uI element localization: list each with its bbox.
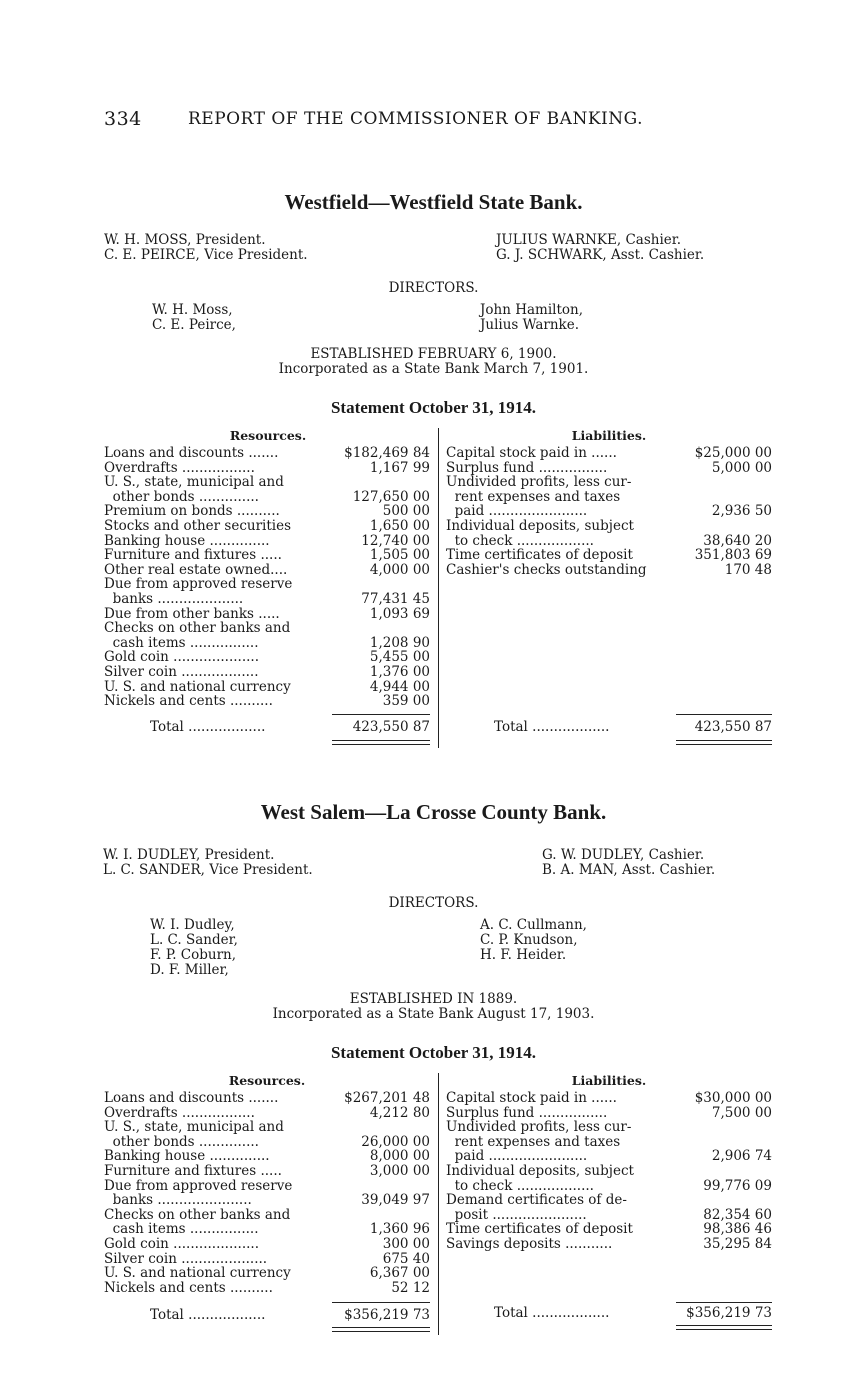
item-label: Undivided profits, less cur- <box>446 474 632 491</box>
item-label: posit ...................... <box>446 1206 587 1223</box>
liabilities-column <box>446 446 772 726</box>
resource-row <box>104 592 430 607</box>
item-label: cash items ................ <box>104 1221 259 1238</box>
resources-total-row <box>150 1308 430 1323</box>
subtotal-rule <box>332 1302 430 1303</box>
item-label: Gold coin .................... <box>104 649 259 666</box>
running-head <box>104 108 764 132</box>
item-amount: 1,376 00 <box>369 664 430 680</box>
established-line: ESTABLISHED FEBRUARY 6, 1900. <box>310 346 557 362</box>
item-label: Other real estate owned.... <box>104 561 288 578</box>
resources-heading: Resources. <box>228 1073 306 1088</box>
item-amount: 5,455 00 <box>369 649 430 666</box>
subtotal-rule <box>676 1302 772 1303</box>
item-amount: 6,367 00 <box>369 1265 430 1282</box>
item-label: Nickels and cents .......... <box>104 1279 273 1296</box>
director-name: L. C. Sander, <box>150 932 238 948</box>
double-rule <box>332 1327 430 1328</box>
item-label: Gold coin .................... <box>104 1236 259 1252</box>
director-name: W. I. Dudley, <box>150 917 235 933</box>
officer-vice-president: C. E. PEIRCE, Vice President. <box>104 247 308 263</box>
subtotal-rule <box>332 714 430 715</box>
item-label: Furniture and fixtures ..... <box>104 547 282 564</box>
director-name: D. F. Miller, <box>150 962 229 978</box>
item-amount: 1,360 96 <box>369 1221 430 1238</box>
officer-asst-cashier: G. J. SCHWARK, Asst. Cashier. <box>496 247 705 263</box>
liability-row <box>446 475 772 490</box>
item-amount: 12,740 00 <box>361 532 430 549</box>
item-label: Savings deposits ........... <box>446 1236 613 1252</box>
item-amount: 82,354 60 <box>703 1206 772 1223</box>
item-amount: 38,640 20 <box>703 532 772 549</box>
item-label: rent expenses and taxes <box>446 1133 621 1150</box>
directors-left <box>152 303 236 333</box>
item-amount: 351,803 69 <box>694 547 772 564</box>
item-amount: 26,000 00 <box>361 1133 430 1150</box>
subtotal-rule <box>676 714 772 715</box>
resource-row <box>104 446 430 461</box>
item-label: cash items ................ <box>104 634 259 651</box>
liability-row <box>446 1091 772 1106</box>
resource-row <box>104 621 430 636</box>
double-rule <box>332 740 430 741</box>
item-label: Silver coin .................... <box>104 1250 268 1267</box>
item-label: other bonds .............. <box>104 1133 259 1150</box>
double-rule <box>676 1329 772 1330</box>
column-divider <box>438 1073 439 1335</box>
resource-row <box>104 1266 430 1281</box>
item-amount: 675 40 <box>382 1250 430 1267</box>
item-label: U. S., state, municipal and <box>104 1119 284 1136</box>
resource-row <box>104 1120 430 1135</box>
director-name: Julius Warnke. <box>480 317 580 333</box>
item-label: Nickels and cents .......... <box>104 693 273 710</box>
item-amount: 7,500 00 <box>711 1104 772 1121</box>
liability-row <box>446 563 772 578</box>
director-name: C. P. Knudson, <box>480 932 578 948</box>
item-amount: 1,650 00 <box>369 518 430 534</box>
item-amount: 1,167 99 <box>369 459 430 476</box>
item-amount: 98,386 46 <box>703 1221 772 1238</box>
liabilities-total-row <box>494 720 772 735</box>
item-amount: 1,208 90 <box>369 634 430 651</box>
double-rule <box>676 744 772 745</box>
item-label: banks ...................... <box>104 1192 252 1209</box>
officer-president: W. H. MOSS, President. <box>104 232 266 248</box>
item-label: rent expenses and taxes <box>446 488 621 505</box>
officer-cashier: G. W. DUDLEY, Cashier. <box>542 847 705 863</box>
liability-row <box>446 1120 772 1135</box>
officer-asst-cashier: B. A. MAN, Asst. Cashier. <box>542 862 716 878</box>
double-rule <box>332 1331 430 1332</box>
item-label: Capital stock paid in ...... <box>446 445 617 461</box>
item-amount: $25,000 00 <box>694 445 772 461</box>
item-amount: 4,212 80 <box>369 1104 430 1121</box>
item-label: Due from approved reserve <box>104 1177 293 1194</box>
liability-row <box>446 1237 772 1252</box>
resource-row <box>104 519 430 534</box>
item-label: U. S. and national currency <box>104 678 291 695</box>
item-amount: 4,000 00 <box>369 561 430 578</box>
resources-column <box>104 446 430 726</box>
directors-right <box>480 918 587 963</box>
item-label: Banking house .............. <box>104 532 270 549</box>
item-label: Loans and discounts ....... <box>104 1090 279 1106</box>
resource-row <box>104 548 430 563</box>
item-label: Overdrafts ................. <box>104 1104 255 1121</box>
directors-right <box>480 303 583 333</box>
resources-total: $356,219 73 <box>344 1307 430 1323</box>
officers-left <box>103 848 313 878</box>
liability-row <box>446 519 772 534</box>
item-amount: 1,505 00 <box>369 547 430 564</box>
incorporated-line: Incorporated as a State Bank August 17, 1903. <box>272 1006 595 1022</box>
item-label: U. S. and national currency <box>104 1265 291 1282</box>
resource-row <box>104 1237 430 1252</box>
item-label: Individual deposits, subject <box>446 1163 634 1179</box>
bank-title: West Salem—La Crosse County Bank. <box>260 800 607 824</box>
item-label: Surplus fund ................ <box>446 1104 608 1121</box>
item-label: banks .................... <box>104 591 244 607</box>
item-amount: 52 12 <box>391 1279 430 1296</box>
item-label: Stocks and other securities <box>104 518 292 534</box>
item-amount: 170 48 <box>724 561 772 578</box>
item-label: Cashier's checks outstanding <box>446 561 647 578</box>
director-name: H. F. Heider. <box>480 947 567 963</box>
liability-row <box>446 1164 772 1179</box>
item-label: other bonds .............. <box>104 488 259 505</box>
double-rule <box>332 744 430 745</box>
director-name: A. C. Cullmann, <box>480 917 587 933</box>
item-amount: 359 00 <box>382 693 430 710</box>
statement-title: Statement October 31, 1914. <box>330 1043 537 1062</box>
item-label: Checks on other banks and <box>104 620 291 637</box>
item-label: Surplus fund ................ <box>446 459 608 476</box>
officers-right <box>496 233 704 263</box>
item-amount: 500 00 <box>382 503 430 520</box>
item-label: Individual deposits, subject <box>446 518 634 534</box>
item-label: Time certificates of deposit <box>446 547 633 564</box>
item-label: to check .................. <box>446 532 594 549</box>
liabilities-heading: Liabilities. <box>571 1073 647 1088</box>
liability-row <box>446 446 772 461</box>
liability-row <box>446 1193 772 1208</box>
item-label: Premium on bonds .......... <box>104 503 280 520</box>
item-amount: 4,944 00 <box>369 678 430 695</box>
total-label: Total .................. <box>150 719 266 735</box>
directors-left <box>150 918 238 978</box>
item-label: Furniture and fixtures ..... <box>104 1163 282 1179</box>
resource-row <box>104 694 430 709</box>
item-label: Capital stock paid in ...... <box>446 1090 617 1106</box>
liabilities-total: $356,219 73 <box>686 1305 772 1321</box>
resources-heading: Resources. <box>229 428 307 443</box>
resource-row <box>104 475 430 490</box>
item-label: Due from approved reserve <box>104 576 293 593</box>
page-number: 334 <box>104 108 142 130</box>
statement-title: Statement October 31, 1914. <box>330 398 537 417</box>
officers-right <box>542 848 715 878</box>
item-amount: 1,093 69 <box>369 605 430 622</box>
resources-total: 423,550 87 <box>352 719 430 735</box>
resources-total-row <box>150 720 430 735</box>
resource-row <box>104 1281 430 1296</box>
directors-heading: DIRECTORS. <box>388 895 479 911</box>
director-name: C. E. Peirce, <box>152 317 236 333</box>
resource-row <box>104 665 430 680</box>
item-amount: 3,000 00 <box>369 1163 430 1179</box>
item-label: Loans and discounts ....... <box>104 445 279 461</box>
item-label: Demand certificates of de- <box>446 1192 627 1209</box>
item-amount: 2,936 50 <box>711 503 772 520</box>
total-label: Total .................. <box>494 1305 610 1321</box>
item-amount: 300 00 <box>382 1236 430 1252</box>
item-label: Banking house .............. <box>104 1148 270 1165</box>
liability-row <box>446 548 772 563</box>
item-label: Silver coin .................. <box>104 664 259 680</box>
running-title: REPORT OF THE COMMISSIONER OF BANKING. <box>188 109 643 129</box>
item-label: paid ....................... <box>446 503 588 520</box>
double-rule <box>676 740 772 741</box>
resource-row <box>104 1091 430 1106</box>
item-amount: 5,000 00 <box>711 459 772 476</box>
established-line: ESTABLISHED IN 1889. <box>349 991 518 1007</box>
liabilities-heading: Liabilities. <box>571 428 647 443</box>
item-amount: 35,295 84 <box>703 1236 772 1252</box>
item-amount: 99,776 09 <box>703 1177 772 1194</box>
directors-heading: DIRECTORS. <box>388 280 479 296</box>
item-amount: 2,906 74 <box>711 1148 772 1165</box>
liabilities-total-row <box>494 1306 772 1321</box>
officers-left <box>104 233 308 263</box>
item-label: Undivided profits, less cur- <box>446 1119 632 1136</box>
liabilities-total: 423,550 87 <box>694 719 772 735</box>
item-label: Due from other banks ..... <box>104 605 280 622</box>
item-amount: $30,000 00 <box>694 1090 772 1106</box>
column-divider <box>438 428 439 748</box>
officer-vice-president: L. C. SANDER, Vice President. <box>103 862 313 878</box>
officer-cashier: JULIUS WARNKE, Cashier. <box>496 232 682 248</box>
item-amount: $267,201 48 <box>344 1090 430 1106</box>
item-label: paid ....................... <box>446 1148 588 1165</box>
liabilities-column <box>446 1091 772 1311</box>
resource-row <box>104 1193 430 1208</box>
double-rule <box>676 1325 772 1326</box>
bank-title: Westfield—Westfield State Bank. <box>284 190 583 214</box>
item-label: Checks on other banks and <box>104 1206 291 1223</box>
item-label: Overdrafts ................. <box>104 459 255 476</box>
director-name: John Hamilton, <box>480 302 584 318</box>
incorporated-line: Incorporated as a State Bank March 7, 1901. <box>278 361 589 377</box>
director-name: W. H. Moss, <box>152 302 233 318</box>
item-amount: 127,650 00 <box>352 488 430 505</box>
item-label: U. S., state, municipal and <box>104 474 284 491</box>
resource-row <box>104 1164 430 1179</box>
item-amount: 8,000 00 <box>369 1148 430 1165</box>
item-amount: 39,049 97 <box>361 1192 430 1209</box>
item-label: to check .................. <box>446 1177 594 1194</box>
officer-president: W. I. DUDLEY, President. <box>103 847 275 863</box>
total-label: Total .................. <box>494 719 610 735</box>
resources-column <box>104 1091 430 1311</box>
total-label: Total .................. <box>150 1307 266 1323</box>
director-name: F. P. Coburn, <box>150 947 237 963</box>
item-amount: $182,469 84 <box>344 445 430 461</box>
item-label: Time certificates of deposit <box>446 1221 633 1238</box>
item-amount: 77,431 45 <box>361 591 430 607</box>
